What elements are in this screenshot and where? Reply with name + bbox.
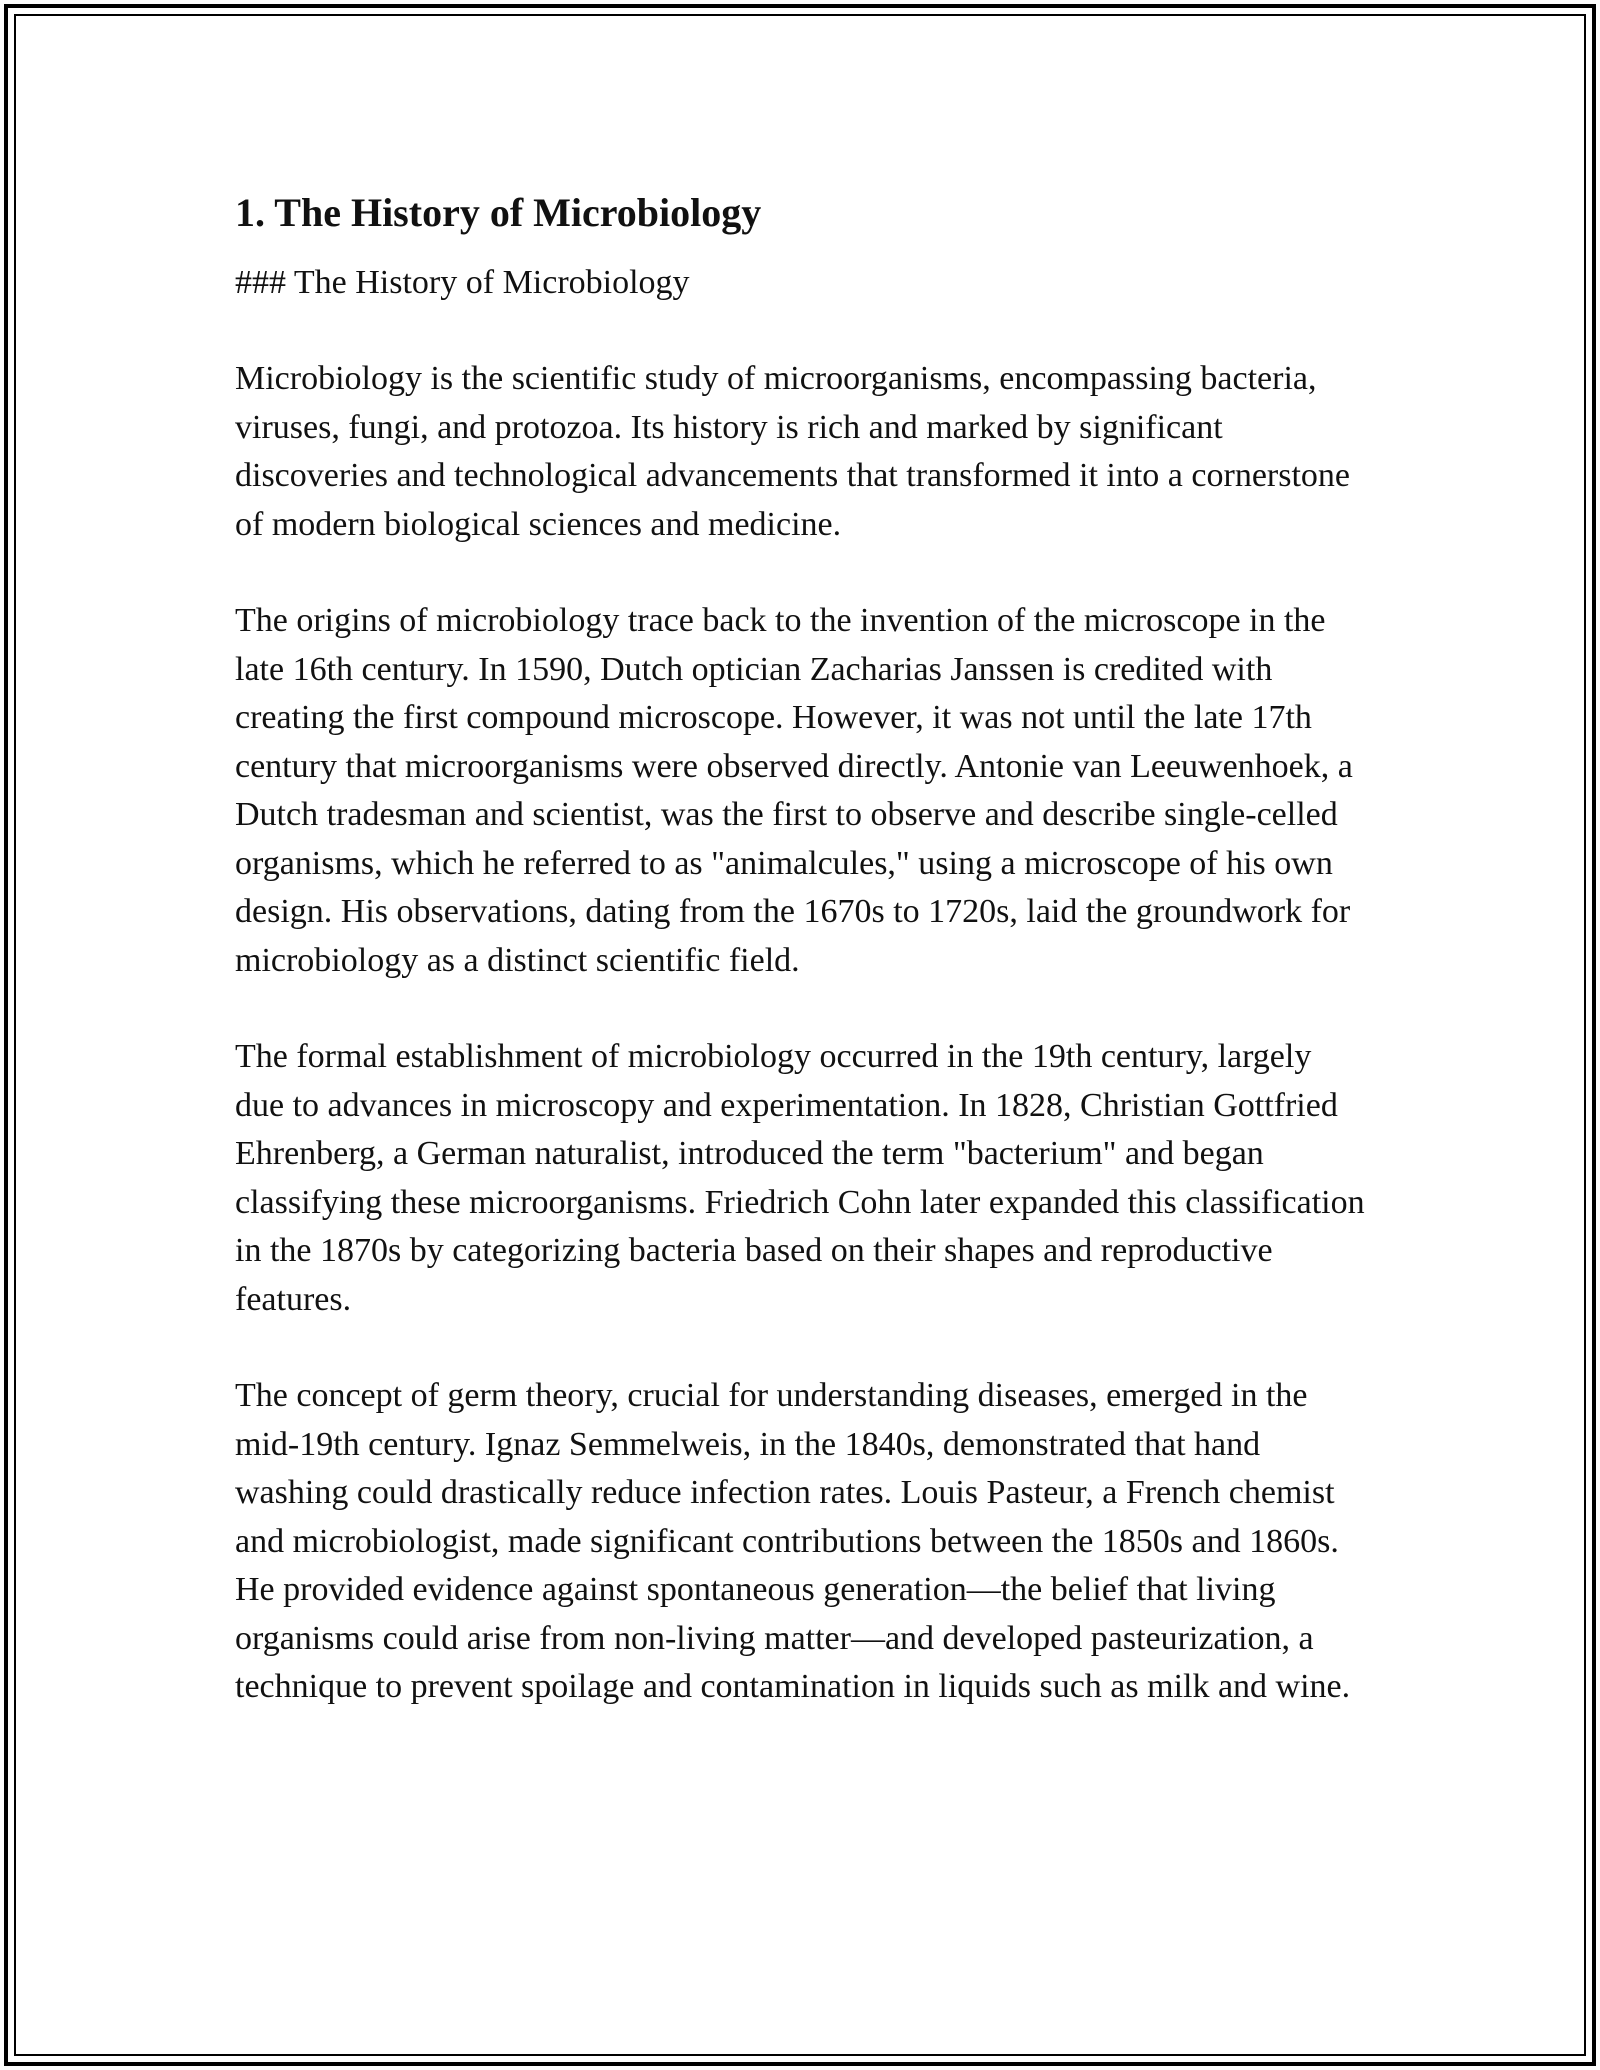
document-title: 1. The History of Microbiology [235, 190, 762, 235]
paragraph-intro: Microbiology is the scientific study of microorganisms, encompassing bacteria, viruses, fungi, and protozoa. Its history is rich and marked by significant discoveries and technological advancements that transformed it into a cornerstone of modern biological sciences and medicine. [235, 360, 1350, 543]
document-body [235, 185, 1365, 1712]
paragraph-germ-theory: The concept of germ theory, crucial for understanding diseases, emerged in the mid-19th century. Ignaz Semmelweis, in the 1840s, demonstrated that hand washing could drastically reduce infection rates. Louis Pasteur, a French chemist and microbiologist, made significant contributions between the 1850s and 1860s. He provided evidence against spontaneous generation—the belief that living organisms could arise from non-living matter—and developed pasteurization, a technique to prevent spoilage and contamination in liquids such as milk and wine. [235, 1377, 1351, 1705]
section-subheading: ### The History of Microbiology [235, 264, 690, 301]
paragraph-origins: The origins of microbiology trace back to the invention of the microscope in the late 16th century. In 1590, Dutch optician Zacharias Janssen is credited with creating the first compound microscope. However, it was not until the late 17th century that microorganisms were observed directly. Antonie van Leeuwenhoek, a Dutch tradesman and scientist, was the first to observe and describe single-celled organisms, which he referred to as "animalcules," using a microscope of his own design. His observations, dating from the 1670s to 1720s, laid the groundwork for microbiology as a distinct scientific field. [235, 602, 1353, 979]
paragraph-establishment: The formal establishment of microbiology occurred in the 19th century, largely due to advances in microscopy and experimentation. In 1828, Christian Gottfried Ehrenberg, a German naturalist, introduced the term "bacterium" and began classifying these microorganisms. Friedrich Cohn later expanded this classification in the 1870s by categorizing bacteria based on their shapes and reproductive features. [235, 1038, 1365, 1318]
